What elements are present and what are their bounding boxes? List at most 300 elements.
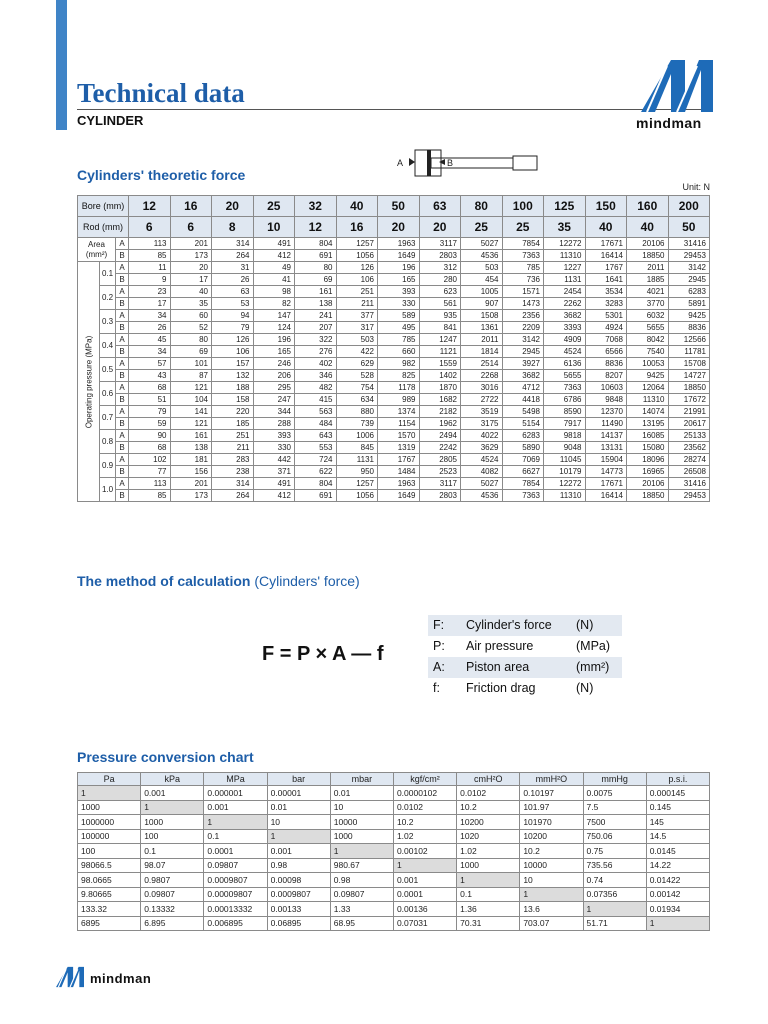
legend-row — [428, 678, 622, 699]
conversion-value: 703.07 — [520, 916, 583, 931]
force-value: 69 — [295, 274, 337, 286]
conversion-value: 0.0009807 — [267, 887, 330, 902]
side-label: A — [116, 478, 129, 490]
force-value: 314 — [212, 478, 254, 490]
force-value: 14137 — [585, 430, 627, 442]
rod-row — [78, 217, 710, 238]
force-value: 3117 — [419, 478, 461, 490]
table-row — [78, 358, 710, 370]
conversion-value: 0.00009807 — [204, 887, 267, 902]
force-value: 79 — [212, 322, 254, 334]
conversion-value: 1000 — [330, 829, 393, 844]
conversion-value: 0.0102 — [393, 800, 456, 815]
table-row — [78, 829, 710, 844]
force-value: 11781 — [668, 346, 710, 358]
side-label: B — [116, 394, 129, 406]
footer-mindman-logo-icon — [56, 966, 84, 988]
force-value: 106 — [336, 274, 378, 286]
conversion-value: 10200 — [520, 829, 583, 844]
force-value: 317 — [336, 322, 378, 334]
force-value: 1005 — [461, 286, 503, 298]
side-label: B — [116, 442, 129, 454]
force-value: 2268 — [461, 370, 503, 382]
force-value: 207 — [295, 322, 337, 334]
force-value: 80 — [295, 262, 337, 274]
force-value: 561 — [419, 298, 461, 310]
rod-value: 25 — [461, 217, 503, 238]
force-value: 49 — [253, 262, 295, 274]
rod-value: 8 — [212, 217, 254, 238]
rod-value: 6 — [129, 217, 171, 238]
pressure-value: 0.9 — [100, 454, 116, 478]
force-value: 1508 — [461, 310, 503, 322]
force-value: 121 — [170, 418, 212, 430]
force-value: 276 — [295, 346, 337, 358]
pressure-value: 0.5 — [100, 358, 116, 382]
area-value: 20106 — [627, 238, 669, 250]
bore-value: 40 — [336, 196, 378, 217]
force-value: 330 — [378, 298, 420, 310]
table-row — [78, 478, 710, 490]
force-value: 11310 — [544, 490, 586, 502]
operating-pressure-label — [78, 262, 100, 502]
bore-value: 32 — [295, 196, 337, 217]
force-value: 6283 — [502, 430, 544, 442]
side-label: B — [116, 346, 129, 358]
conversion-value: 13.6 — [520, 902, 583, 917]
force-value: 412 — [253, 490, 295, 502]
area-value: 804 — [295, 238, 337, 250]
force-value: 623 — [419, 286, 461, 298]
table-row — [78, 382, 710, 394]
force-value: 16414 — [585, 490, 627, 502]
force-value: 161 — [295, 286, 337, 298]
force-value: 7854 — [502, 478, 544, 490]
table-row — [78, 406, 710, 418]
force-value: 402 — [295, 358, 337, 370]
area-value: 85 — [129, 250, 171, 262]
area-label-text: Area — [88, 239, 105, 249]
side-label: A — [116, 406, 129, 418]
pressure-value: 0.2 — [100, 286, 116, 310]
force-value: 251 — [212, 430, 254, 442]
force-value: 188 — [212, 382, 254, 394]
legend-unit: (N) — [576, 618, 594, 632]
force-value: 589 — [378, 310, 420, 322]
cylinder-diagram-icon — [395, 148, 540, 178]
conversion-value: 0.01422 — [646, 873, 709, 888]
legend-key: P: — [433, 639, 445, 653]
table-row — [78, 466, 710, 478]
bore-value: 50 — [378, 196, 420, 217]
side-label: A — [116, 358, 129, 370]
force-value: 3682 — [544, 310, 586, 322]
force-value: 10603 — [585, 382, 627, 394]
table-row — [78, 286, 710, 298]
force-value: 12064 — [627, 382, 669, 394]
force-value: 15080 — [627, 442, 669, 454]
force-value: 90 — [129, 430, 171, 442]
legend-row — [428, 636, 622, 657]
area-value: 2803 — [419, 250, 461, 262]
force-value: 158 — [212, 394, 254, 406]
conversion-value: 6895 — [78, 916, 141, 931]
force-value: 1131 — [336, 454, 378, 466]
bore-value: 200 — [668, 196, 710, 217]
conversion-value: 0.01 — [267, 800, 330, 815]
bore-value: 150 — [585, 196, 627, 217]
conversion-value: 1 — [267, 829, 330, 844]
force-value: 950 — [336, 466, 378, 478]
force-value: 8042 — [627, 334, 669, 346]
force-value: 11045 — [544, 454, 586, 466]
force-value: 3534 — [585, 286, 627, 298]
side-label: B — [116, 298, 129, 310]
conversion-value: 98.07 — [141, 858, 204, 873]
force-value: 11490 — [585, 418, 627, 430]
table-row — [78, 346, 710, 358]
force-value: 491 — [253, 478, 295, 490]
force-value: 935 — [419, 310, 461, 322]
force-value: 622 — [295, 466, 337, 478]
conversion-value: 1020 — [457, 829, 520, 844]
force-value: 138 — [170, 442, 212, 454]
force-formula: F = P × A — f — [262, 643, 384, 665]
force-value: 1227 — [544, 262, 586, 274]
rod-value: 40 — [627, 217, 669, 238]
bore-value: 125 — [544, 196, 586, 217]
area-value: 1257 — [336, 238, 378, 250]
force-value: 9425 — [668, 310, 710, 322]
force-value: 4524 — [544, 346, 586, 358]
force-value: 2011 — [627, 262, 669, 274]
footer-brand-name: mindman — [90, 971, 152, 986]
force-value: 206 — [253, 370, 295, 382]
area-value: 173 — [170, 250, 212, 262]
force-value: 2945 — [668, 274, 710, 286]
force-value: 41 — [253, 274, 295, 286]
side-label: B — [116, 466, 129, 478]
conversion-value: 1000000 — [78, 815, 141, 830]
force-value: 1885 — [627, 274, 669, 286]
conversion-value: 10 — [330, 800, 393, 815]
table-row — [78, 815, 710, 830]
formula-legend — [428, 615, 622, 699]
force-value: 1178 — [378, 382, 420, 394]
area-value: 18850 — [627, 250, 669, 262]
force-value: 7540 — [627, 346, 669, 358]
unit-label: Unit: N — [682, 182, 710, 192]
force-value: 9425 — [627, 370, 669, 382]
force-value: 4418 — [502, 394, 544, 406]
table-row — [78, 334, 710, 346]
rod-value: 35 — [544, 217, 586, 238]
force-value: 495 — [378, 322, 420, 334]
force-value: 106 — [212, 346, 254, 358]
area-value: 11310 — [544, 250, 586, 262]
force-value: 87 — [170, 370, 212, 382]
conversion-value: 1.33 — [330, 902, 393, 917]
conversion-value: 0.1 — [457, 887, 520, 902]
side-label: A — [116, 382, 129, 394]
force-value: 59 — [129, 418, 171, 430]
conversion-value: 1 — [78, 786, 141, 801]
conversion-value: 0.07356 — [583, 887, 646, 902]
force-value: 1473 — [502, 298, 544, 310]
force-value: 1484 — [378, 466, 420, 478]
force-value: 1361 — [461, 322, 503, 334]
force-value: 15708 — [668, 358, 710, 370]
force-value: 80 — [170, 334, 212, 346]
area-value: 17671 — [585, 238, 627, 250]
legend-label: Air pressure — [466, 639, 534, 653]
area-value: 264 — [212, 250, 254, 262]
force-value: 841 — [419, 322, 461, 334]
force-value: 377 — [336, 310, 378, 322]
force-value: 2262 — [544, 298, 586, 310]
conversion-value: 0.0075 — [583, 786, 646, 801]
bore-header: Bore (mm) — [78, 196, 129, 217]
conversion-value: 70.31 — [457, 916, 520, 931]
conversion-value: 1 — [583, 902, 646, 917]
rod-value: 6 — [170, 217, 212, 238]
force-value: 60 — [170, 310, 212, 322]
force-value: 165 — [378, 274, 420, 286]
force-value: 6627 — [502, 466, 544, 478]
force-value: 691 — [295, 490, 337, 502]
conversion-value: 750.06 — [583, 829, 646, 844]
force-value: 147 — [253, 310, 295, 322]
table-row — [78, 370, 710, 382]
conversion-value: 0.00133 — [267, 902, 330, 917]
pressure-value: 1.0 — [100, 478, 116, 502]
force-value: 14727 — [668, 370, 710, 382]
force-value: 1559 — [419, 358, 461, 370]
conversion-value: 10.2 — [393, 815, 456, 830]
rod-value: 12 — [295, 217, 337, 238]
table-row — [78, 844, 710, 859]
force-value: 322 — [295, 334, 337, 346]
force-value: 85 — [129, 490, 171, 502]
force-value: 7068 — [585, 334, 627, 346]
force-value: 1814 — [461, 346, 503, 358]
force-value: 3927 — [502, 358, 544, 370]
force-value: 454 — [461, 274, 503, 286]
conversion-value: 0.75 — [583, 844, 646, 859]
force-value: 2945 — [502, 346, 544, 358]
pressure-value: 0.3 — [100, 310, 116, 334]
force-value: 484 — [295, 418, 337, 430]
force-value: 393 — [378, 286, 420, 298]
conversion-unit-header: cmH²O — [457, 773, 520, 786]
pressure-value: 0.1 — [100, 262, 116, 286]
force-value: 312 — [419, 262, 461, 274]
table-row — [78, 873, 710, 888]
force-value: 1962 — [419, 418, 461, 430]
force-value: 16965 — [627, 466, 669, 478]
force-value: 1006 — [336, 430, 378, 442]
force-value: 196 — [253, 334, 295, 346]
conversion-value: 10 — [267, 815, 330, 830]
force-value: 8207 — [585, 370, 627, 382]
force-value: 181 — [170, 454, 212, 466]
conversion-value: 0.1 — [141, 844, 204, 859]
force-value: 1963 — [378, 478, 420, 490]
conversion-value: 14.22 — [646, 858, 709, 873]
area-row — [78, 250, 710, 262]
conversion-value: 0.001 — [393, 873, 456, 888]
table-row — [78, 887, 710, 902]
bore-value: 80 — [461, 196, 503, 217]
force-value: 989 — [378, 394, 420, 406]
force-value: 371 — [253, 466, 295, 478]
force-value: 1571 — [502, 286, 544, 298]
force-value: 295 — [253, 382, 295, 394]
force-value: 102 — [129, 454, 171, 466]
force-value: 1570 — [378, 430, 420, 442]
area-value: 7854 — [502, 238, 544, 250]
legend-label: Cylinder's force — [466, 618, 552, 632]
force-value: 3629 — [461, 442, 503, 454]
force-value: 13131 — [585, 442, 627, 454]
force-value: 442 — [253, 454, 295, 466]
side-label: B — [116, 250, 129, 262]
force-value: 247 — [253, 394, 295, 406]
force-value: 660 — [378, 346, 420, 358]
force-value: 5027 — [461, 478, 503, 490]
conversion-value: 1000 — [457, 858, 520, 873]
force-value: 121 — [170, 382, 212, 394]
force-value: 141 — [170, 406, 212, 418]
force-value: 40 — [170, 286, 212, 298]
force-value: 4712 — [502, 382, 544, 394]
force-value: 9848 — [585, 394, 627, 406]
force-value: 3682 — [502, 370, 544, 382]
force-value: 68 — [129, 442, 171, 454]
force-value: 201 — [170, 478, 212, 490]
force-value: 2803 — [419, 490, 461, 502]
force-value: 330 — [253, 442, 295, 454]
conversion-value: 0.09807 — [330, 887, 393, 902]
force-value: 57 — [129, 358, 171, 370]
conversion-value: 1 — [520, 887, 583, 902]
force-value: 11 — [129, 262, 171, 274]
side-label: A — [116, 310, 129, 322]
table-row — [78, 442, 710, 454]
conversion-value: 0.145 — [646, 800, 709, 815]
force-value: 482 — [295, 382, 337, 394]
conversion-value: 1 — [141, 800, 204, 815]
force-value: 98 — [253, 286, 295, 298]
force-value: 23562 — [668, 442, 710, 454]
force-value: 2805 — [419, 454, 461, 466]
force-value: 5891 — [668, 298, 710, 310]
force-value: 643 — [295, 430, 337, 442]
conversion-value: 0.00098 — [267, 873, 330, 888]
force-value: 16085 — [627, 430, 669, 442]
legend-key: F: — [433, 618, 445, 632]
area-value: 5027 — [461, 238, 503, 250]
force-value: 736 — [502, 274, 544, 286]
force-value: 17 — [170, 274, 212, 286]
rod-value: 20 — [419, 217, 461, 238]
conversion-value: 1.02 — [393, 829, 456, 844]
force-value: 34 — [129, 346, 171, 358]
force-value: 346 — [295, 370, 337, 382]
force-value: 13195 — [627, 418, 669, 430]
table-row — [78, 274, 710, 286]
force-value: 20617 — [668, 418, 710, 430]
force-value: 18850 — [627, 490, 669, 502]
diagram-label-a: A — [397, 158, 404, 168]
force-value: 52 — [170, 322, 212, 334]
table-row — [78, 262, 710, 274]
conversion-value: 9.80665 — [78, 887, 141, 902]
legend-label: Friction drag — [466, 681, 536, 695]
conversion-unit-header: mbar — [330, 773, 393, 786]
force-value: 2523 — [419, 466, 461, 478]
force-value: 1649 — [378, 490, 420, 502]
brand-name: mindman — [636, 115, 702, 131]
side-label: A — [116, 238, 129, 250]
conversion-value: 10000 — [330, 815, 393, 830]
legend-unit: (MPa) — [576, 639, 611, 653]
area-value: 29453 — [668, 250, 710, 262]
force-value: 845 — [336, 442, 378, 454]
area-value: 314 — [212, 238, 254, 250]
bore-value: 25 — [253, 196, 295, 217]
force-value: 101 — [170, 358, 212, 370]
area-value: 201 — [170, 238, 212, 250]
force-value: 5154 — [502, 418, 544, 430]
conversion-value: 0.001 — [204, 800, 267, 815]
force-value: 3519 — [461, 406, 503, 418]
area-value: 31416 — [668, 238, 710, 250]
force-value: 43 — [129, 370, 171, 382]
force-value: 1319 — [378, 442, 420, 454]
area-value: 12272 — [544, 238, 586, 250]
force-value: 173 — [170, 490, 212, 502]
mindman-logo-icon — [641, 60, 713, 112]
force-value: 3393 — [544, 322, 586, 334]
force-value: 5655 — [544, 370, 586, 382]
force-value: 157 — [212, 358, 254, 370]
conversion-unit-header: mmH²O — [520, 773, 583, 786]
conversion-unit-header: p.s.i. — [646, 773, 709, 786]
force-value: 2356 — [502, 310, 544, 322]
force-value: 4909 — [544, 334, 586, 346]
conversion-value: 51.71 — [583, 916, 646, 931]
conversion-value: 101970 — [520, 815, 583, 830]
force-value: 1767 — [378, 454, 420, 466]
conversion-value: 0.1 — [204, 829, 267, 844]
conversion-value: 133.32 — [78, 902, 141, 917]
conversion-value: 0.9807 — [141, 873, 204, 888]
conversion-value: 14.5 — [646, 829, 709, 844]
conversion-value: 6.895 — [141, 916, 204, 931]
force-value: 79 — [129, 406, 171, 418]
conversion-value: 1 — [330, 844, 393, 859]
conversion-value: 0.0009807 — [204, 873, 267, 888]
force-value: 1257 — [336, 478, 378, 490]
conversion-value: 0.09807 — [141, 887, 204, 902]
side-label: B — [116, 418, 129, 430]
conversion-value: 1 — [393, 858, 456, 873]
force-value: 94 — [212, 310, 254, 322]
area-value: 491 — [253, 238, 295, 250]
conversion-value: 0.98 — [330, 873, 393, 888]
conversion-value: 101.97 — [520, 800, 583, 815]
